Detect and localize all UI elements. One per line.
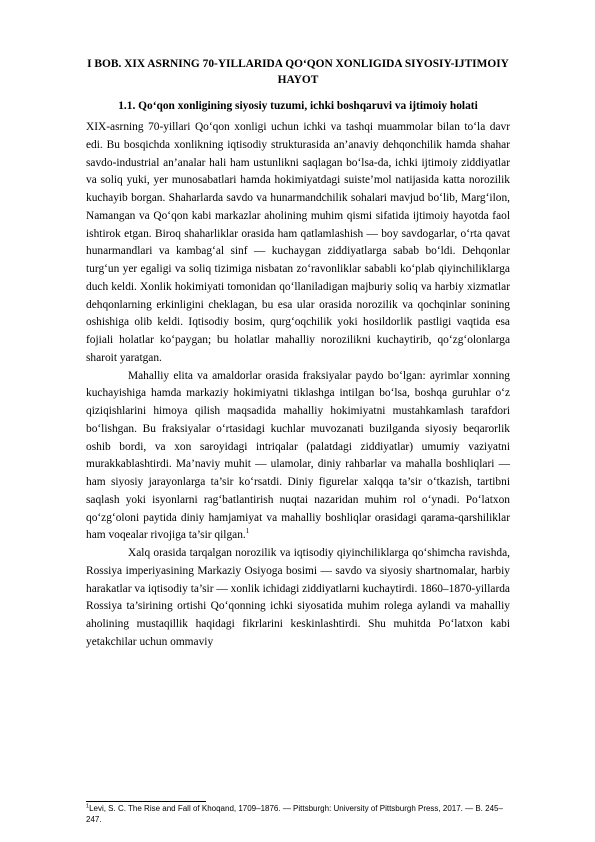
paragraph-2-text: Mahalliy elita va amaldorlar orasida fraksiyalar paydo bo‘lgan: ayrimlar xonning kuchayishiga hamda markaziy hokimiyatni tiklashga intilgan bo‘lsa, boshqa guruhlar o‘z qiziqishlarini himoya qilish maqsadida mahalliy hokimiyatni mustahkamlash tarafdori bo‘lishgan. Bu fraksiyalar o‘rtasidagi kuchlar muvozanati buzilganda siyosiy beqarorlik oshib bordi, va xon saroyidagi intriqalar (palatdagi ziddiyatlar) umumiy vaziyatni murakkablashtirdi. Ma’naviy muhit — ulamolar, diniy rahbarlar va mahalla boshliqlari — ham siyosiy jarayonlarga ta’sir ko‘rsatdi. Diniy figurelar xalqqa ta’sir o‘tkazish, tartibni saqlash yoki isyonlarni rag‘batlantirish nuqtai nazaridan muhim rol o‘ynadi. Po‘latxon qo‘zg‘oloni paytida diniy hamjamiyat va mahalliy boshliqlar orasidagi qarama-qarshiliklar ham voqealar rivojiga ta’sir qilgan. <box>86 369 510 542</box>
section-title: 1.1. Qo‘qon xonligining siyosiy tuzumi, ichki boshqaruvi va ijtimoiy holati <box>118 100 478 112</box>
paragraph-3: Xalq orasida tarqalgan norozilik va iqtisodiy qiyinchiliklarga qo‘shimcha ravishda, Rossiya imperiyasining Markaziy Osiyoga bosimi — savdo va siyosiy shartnomalar, harbiy harakatlar va iqtisodiy ta’sir — xonlik ichidagi ziddiyatlarni kuchaytirdi. 1860–1870-yillarda Rossiya ta’sirining ortishi Qo‘qonning ichki siyosatida muhim rolega aylandi va mahalliy aholining mustaqillik haqidagi fikrlarini keskinlashtirdi. Shu muhitda Po‘latxon kabi yetakchilar uchun ommaviy <box>86 547 510 648</box>
paragraph-2 <box>86 368 510 546</box>
page-body <box>86 56 510 652</box>
footnote-text: Levi, S. C. The Rise and Fall of Khoqand, 1709–1876. — Pittsburgh: University of Pittsburgh Press, 2017. — B. 245–247. <box>86 804 503 824</box>
footnote <box>86 803 510 825</box>
paragraph-1: XIX-asrning 70-yillari Qo‘qon xonligi uchun ichki va tashqi muammolar bilan to‘la davr edi. Bu bosqichda xonlikning iqtisodiy strukturasida an’anaviy dehqonchilik hamda shahar savdo-industrial an’analar hali ham ustunlikni saqlagan bo‘lsa-da, ichki ijtimoiy ziddiyatlar va soliq yuki, yer munosabatlari hamda hokimiyatdagi suiste’mol natijasida katta norozilik kuchayib borgan. Shaharlarda savdo va hunarmandchilik sohalari mavjud bo‘lib, Marg‘ilon, Namangan va Qo‘qon kabi markazlar aholining muhim qismi sifatida ijtimoiy hayotda faol ishtirok etgan. Biroq shaharliklar orasida ham qatlamlashish — boy savdogarlar, o‘rta qavat hunarmandlari va kambag‘al sinf — kuchaygan ziddiyatlarga sabab bo‘ldi. Dehqonlar turg‘un yer egaligi va soliq tizimiga nisbatan zo‘ravonliklar sababli ko‘plab qiyinchiliklarga duch keldi. Xonlik hokimiyati tomonidan qo‘llaniladigan majburiy soliq va harbiy xizmatlar dehqonlarning erkinligini cheklagan, bu esa ular orasida norozilik va qochqinlar sonining oshishiga olib keldi. Iqtisodiy bosim, qurg‘oqchilik yoki hosildorlik pastligi vaqtida esa fojiali holatlar ko‘paygan; bu holatlar mahalliy norozilikni kuchaytirib, qo‘zg‘olonlarga sharoit yaratgan. <box>86 121 510 364</box>
footnote-divider <box>86 801 206 802</box>
footnote-reference[interactable]: 1 <box>245 527 250 536</box>
footnote-number: 1 <box>86 803 90 810</box>
chapter-title: I BOB. XIX ASRNING 70-YILLARIDA QO‘QON XONLIGIDA SIYOSIY-IJTIMOIY HAYOT <box>87 58 509 86</box>
